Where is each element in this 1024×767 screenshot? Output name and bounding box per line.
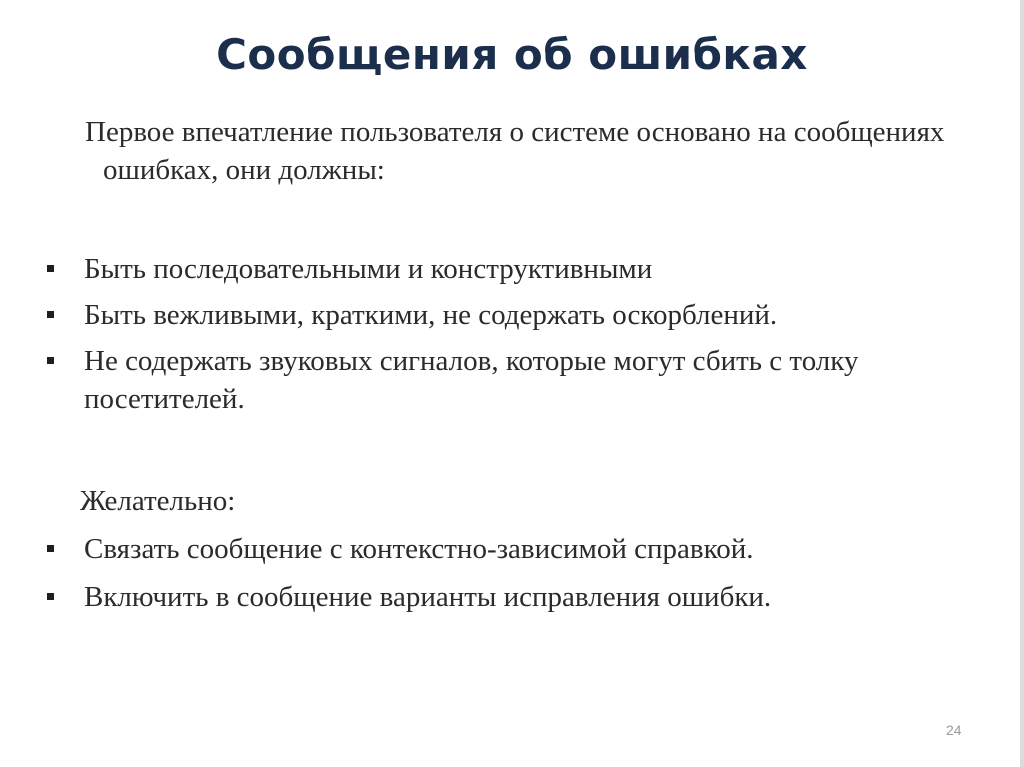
bullet-icon [47,545,54,552]
list-item [40,578,960,616]
desirable-list [40,530,960,626]
list-item-text: Связать сообщение с контекстно-зависимой справкой. [84,533,754,565]
list-item-text: Не содержать звуковых сигналов, которые могут сбить с толку посетителей. [84,345,859,415]
list-item [40,342,960,418]
bullet-icon [47,357,54,364]
slide-edge [1020,0,1024,767]
list-item-text: Быть вежливыми, краткими, не содержать оскорблений. [84,299,778,331]
subheading: Желательно: [80,485,236,517]
slide-title: Сообщения об ошибках [216,30,808,79]
intro-paragraph: Первое впечатление пользователя о системе основано на сообщениях ошибках, они должны: [85,116,945,186]
list-item [40,250,960,288]
bullet-icon [47,311,54,318]
bullet-icon [47,265,54,272]
list-item-text: Включить в сообщение варианты исправления ошибки. [84,581,772,613]
list-item [40,296,960,334]
list-item [40,530,960,568]
list-item-text: Быть последовательными и конструктивными [84,253,653,285]
page-number: 24 [946,722,962,738]
requirements-list [40,250,960,426]
bullet-icon [47,593,54,600]
